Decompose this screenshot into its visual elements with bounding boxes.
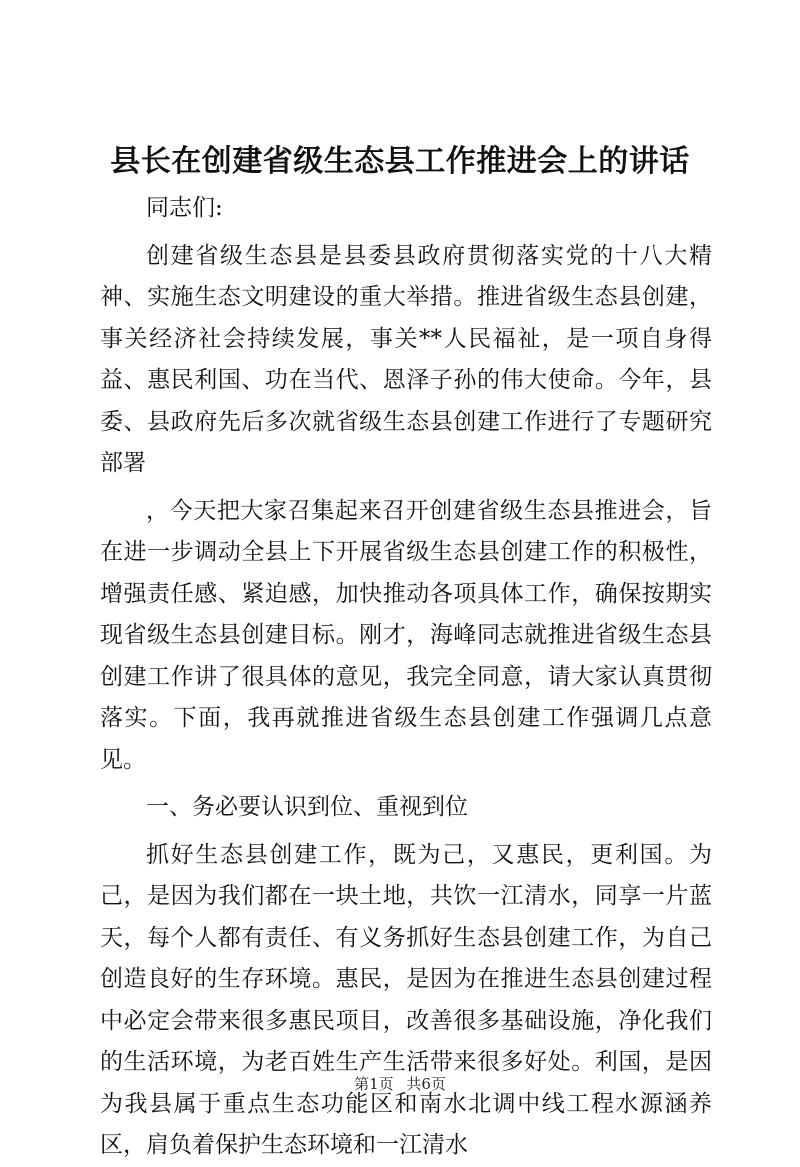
salutation: 同志们: — [146, 195, 223, 221]
page-number: 第1页 — [354, 1075, 394, 1093]
page-total: 共6页 — [406, 1075, 446, 1093]
document-title: 县长在创建省级生态县工作推进会上的讲话 — [110, 144, 690, 179]
paragraph: 创建省级生态县是县委县政府贯彻落实党的十八大精神、实施生态文明建设的重大举措。推进省级生态县创建，事关经济社会持续发展，事关**人民福祉，是一项自身得益、惠民利国、功在当代、恩泽子孙的伟大使命。今年，县委、县政府先后多次就省级生态县创建工作进行了专题研究部署 — [100, 242, 712, 476]
document-body — [100, 188, 712, 1167]
paragraph: 抓好生态县创建工作，既为己，又惠民，更利国。为己，是因为我们都在一块土地，共饮一江清水，同享一片蓝天，每个人都有责任、有义务抓好生态县创建工作，为自己创造良好的生存环境。惠民，是因为在推进生态县创建过程中必定会带来很多惠民项目，改善很多基础设施，净化我们的生活环境，为老百姓生产生活带来很多好处。利国，是因为我县属于重点生态功能区和南水北调中线工程水源涵养区，肩负着保护生态环境和一江清水 — [100, 841, 712, 1158]
section-heading: 一、务必要认识到位、重视到位 — [146, 794, 468, 820]
paragraph: ，今天把大家召集起来召开创建省级生态县推进会，旨在进一步调动全县上下开展省级生态县创建工作的积极性，增强责任感、紧迫感，加快推动各项具体工作，确保按期实现省级生态县创建目标。刚才，海峰同志就推进省级生态县创建工作讲了很具体的意见，我完全同意，请大家认真贯彻落实。下面，我再就推进省级生态县创建工作强调几点意见。 — [100, 497, 712, 773]
page-footer — [0, 1074, 800, 1094]
